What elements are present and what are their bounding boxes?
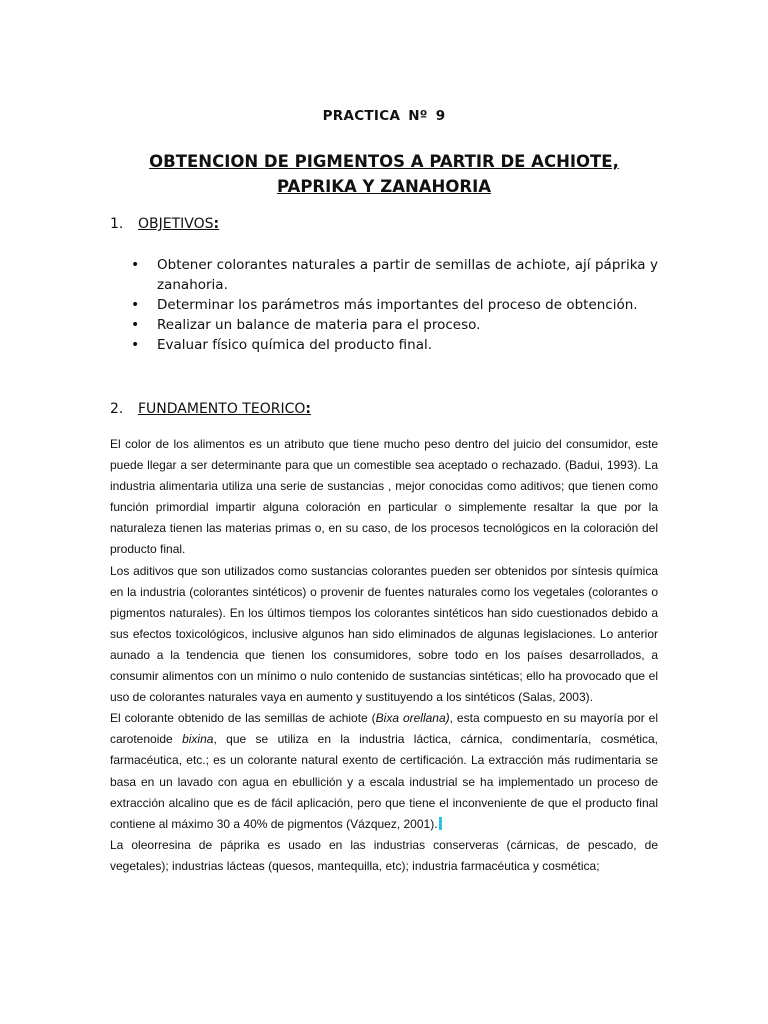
section-colon: : (305, 401, 311, 417)
list-item-text: Evaluar físico química del producto final. (157, 337, 433, 353)
paragraph-text: El colorante obtenido de las semillas de achiote ( (110, 711, 376, 726)
section-number: 2. (110, 401, 124, 417)
section-number: 1. (110, 216, 124, 232)
section-heading-objetivos (110, 216, 219, 232)
paragraph: El color de los alimentos es un atributo que tiene mucho peso dentro del juicio del consumidor, este puede llegar a ser determinante para que un comestible sea aceptado o rechazado. (Badui, 1993). La industria alimentaria utiliza una serie de sustancias , mejor conocidas como aditivos; que tienen como función primordial impartir alguna coloración en particular o simplemente resaltar la que por la naturaleza tienen las materias primas o, en su caso, de los procesos tecnológicos en la coloración del producto final. (110, 437, 658, 557)
bullet-icon: • (131, 317, 140, 333)
section-title: OBJETIVOS (138, 216, 214, 232)
title-line-2: PAPRIKA Y ZANAHORIA (276, 177, 492, 196)
section-heading-fundamento (110, 401, 311, 417)
list-item (131, 335, 658, 355)
section-colon: : (213, 216, 220, 232)
list-item (131, 295, 658, 315)
bullet-icon: • (131, 337, 140, 353)
section-title: FUNDAMENTO TEORICO (138, 401, 306, 417)
paragraph (110, 708, 658, 835)
list-item (131, 315, 658, 335)
list-item-text: Obtener colorantes naturales a partir de semillas de achiote, ají páprika y zanahoria. (157, 257, 658, 293)
species-name: Bixa orellana) (375, 711, 450, 726)
compound-name: bixina (182, 732, 214, 747)
practice-number: PRACTICA Nº 9 (322, 108, 446, 124)
list-item (131, 255, 658, 295)
list-item-text: Realizar un balance de materia para el proceso. (157, 317, 481, 333)
paragraph-text: , que se utiliza en la industria láctica, cárnica, condimentaría, cosmética, farmacéutica, etc.; es un colorante natural exento de certificación. La extracción más rudimentaria se basa en un lavado con agua en ebullición y a escala industrial se ha implementado un proceso de extracción alcalino que es de fácil aplicación, pero que tiene el inconveniente de que el producto final contiene al máximo 30 a 40% de pigmentos (Vázquez, 2001). (110, 732, 659, 831)
bullet-icon: • (131, 257, 140, 273)
bullet-icon: • (131, 297, 140, 313)
paragraph-text: , esta compuesto en su mayoría por el carotenoide (110, 711, 658, 747)
list-item-text: Determinar los parámetros más importantes del proceso de obtención. (157, 297, 638, 313)
page-title (0, 149, 768, 199)
body-text (110, 434, 658, 877)
text-cursor (439, 817, 442, 830)
paragraph: Los aditivos que son utilizados como sustancias colorantes pueden ser obtenidos por síntesis química en la industria (colorantes sintéticos) o provenir de fuentes naturales como los vegetales (colorantes o pigmentos naturales). En los últimos tiempos los colorantes sintéticos han sido cuestionados debido a sus efectos toxicológicos, inclusive algunos han sido eliminados de algunas legislaciones. Lo anterior aunado a la tendencia que tienen los consumidores, sobre todo en los países desarrollados, a consumir alimentos con un mínimo o nulo contenido de sustancias sintéticas; ello ha provocado que el uso de colorantes naturales vaya en aumento y sustituyendo a los sintéticos (Salas, 2003). (110, 563, 658, 705)
objectives-list (131, 255, 658, 355)
paragraph: La oleorresina de páprika es usado en las industrias conserveras (cárnicas, de pescado, de vegetales); industrias lácteas (quesos, mantequilla, etc); industria farmacéutica y cosmética; (110, 837, 658, 873)
title-line-1: OBTENCION DE PIGMENTOS A PARTIR DE ACHIOTE, (149, 152, 619, 171)
